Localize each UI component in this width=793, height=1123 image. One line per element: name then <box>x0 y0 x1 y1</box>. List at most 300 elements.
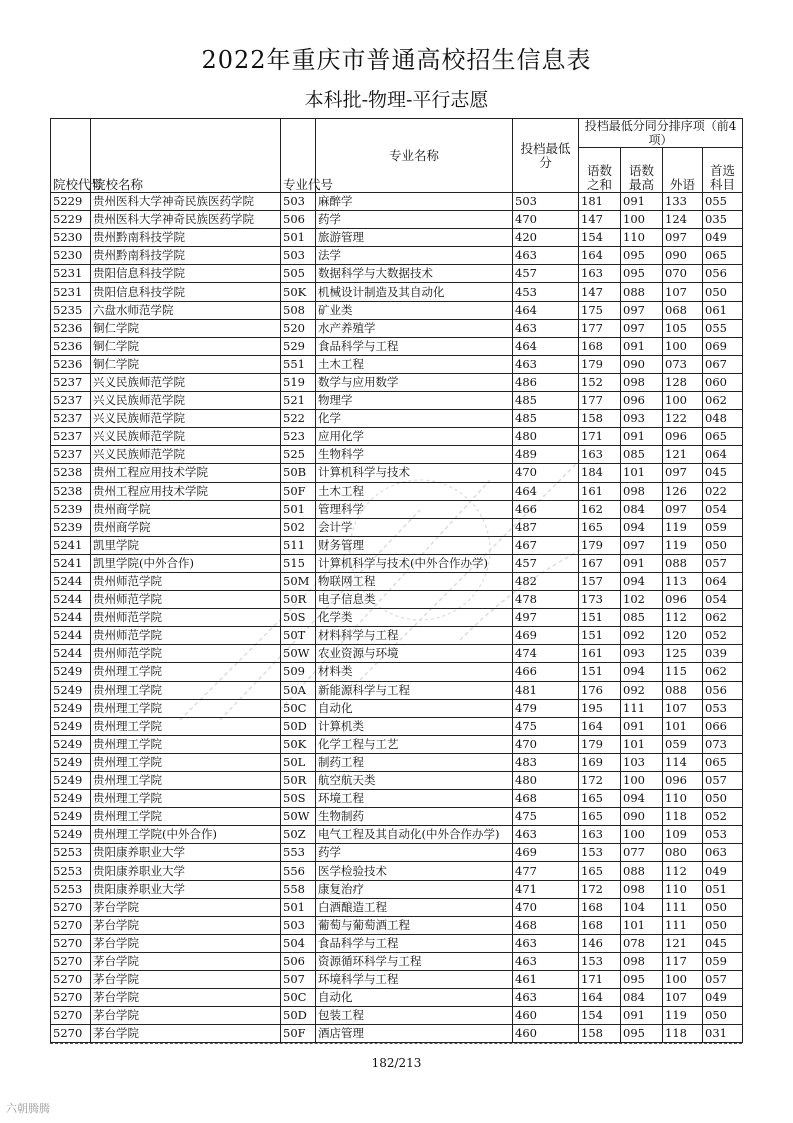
cell-rank-yushu-max: 090 <box>621 355 663 373</box>
cell-major-code: 50K <box>281 735 316 753</box>
cell-min-score: 479 <box>513 699 579 717</box>
cell-school-code: 5241 <box>51 536 91 554</box>
cell-school-code: 5249 <box>51 681 91 699</box>
cell-rank-first-subject: 031 <box>703 1025 743 1043</box>
cell-rank-yushu-max: 100 <box>621 772 663 790</box>
cell-rank-yushu-sum: 158 <box>579 1025 621 1043</box>
header-min-score: 投档最低分 <box>513 119 579 193</box>
cell-rank-yushu-sum: 161 <box>579 482 621 500</box>
cell-rank-foreign: 097 <box>663 229 703 247</box>
cell-rank-first-subject: 055 <box>703 193 743 211</box>
cell-rank-yushu-max: 093 <box>621 645 663 663</box>
table-row <box>51 536 743 554</box>
cell-rank-yushu-max: 097 <box>621 319 663 337</box>
cell-school-name: 贵州商学院 <box>91 500 281 518</box>
cell-rank-foreign: 117 <box>663 952 703 970</box>
cell-rank-yushu-sum: 151 <box>579 627 621 645</box>
cell-major-code: 525 <box>281 446 316 464</box>
cell-major-code: 558 <box>281 880 316 898</box>
cell-rank-foreign: 107 <box>663 283 703 301</box>
cell-min-score: 470 <box>513 464 579 482</box>
cell-rank-yushu-sum: 179 <box>579 355 621 373</box>
cell-rank-foreign: 118 <box>663 1025 703 1043</box>
cell-min-score: 463 <box>513 934 579 952</box>
cell-rank-foreign: 100 <box>663 392 703 410</box>
cell-school-name: 六盘水师范学院 <box>91 301 281 319</box>
cell-rank-yushu-max: 095 <box>621 1025 663 1043</box>
cell-major-code: 553 <box>281 844 316 862</box>
cell-rank-yushu-sum: 163 <box>579 265 621 283</box>
cell-major-name: 包装工程 <box>316 1007 513 1025</box>
cell-major-name: 农业资源与环境 <box>316 645 513 663</box>
cell-school-name: 兴义民族师范学院 <box>91 392 281 410</box>
cell-rank-yushu-max: 091 <box>621 1007 663 1025</box>
cell-major-code: 506 <box>281 211 316 229</box>
cell-min-score: 460 <box>513 1007 579 1025</box>
cell-rank-foreign: 121 <box>663 446 703 464</box>
cell-major-code: 50L <box>281 753 316 771</box>
cell-major-code: 502 <box>281 518 316 536</box>
cell-rank-yushu-max: 088 <box>621 862 663 880</box>
cell-rank-first-subject: 049 <box>703 229 743 247</box>
table-row <box>51 229 743 247</box>
cell-major-code: 521 <box>281 392 316 410</box>
table-row <box>51 319 743 337</box>
cell-rank-foreign: 088 <box>663 554 703 572</box>
cell-min-score: 469 <box>513 844 579 862</box>
cell-major-code: 523 <box>281 428 316 446</box>
cell-rank-yushu-max: 098 <box>621 952 663 970</box>
cell-major-code: 50R <box>281 772 316 790</box>
cell-rank-first-subject: 057 <box>703 772 743 790</box>
cell-rank-first-subject: 050 <box>703 898 743 916</box>
cell-major-code: 50K <box>281 283 316 301</box>
cell-major-name: 新能源科学与工程 <box>316 681 513 699</box>
cell-rank-yushu-max: 097 <box>621 301 663 319</box>
footer-divider <box>50 1043 742 1044</box>
cell-major-name: 数学与应用数学 <box>316 373 513 391</box>
cell-rank-yushu-max: 094 <box>621 572 663 590</box>
cell-rank-yushu-max: 091 <box>621 428 663 446</box>
cell-min-score: 470 <box>513 735 579 753</box>
cell-school-code: 5244 <box>51 627 91 645</box>
cell-major-name: 药学 <box>316 844 513 862</box>
table-row <box>51 1025 743 1043</box>
header-rank-group: 投档最低分同分排序项（前4项） <box>579 119 743 148</box>
cell-rank-yushu-sum: 172 <box>579 880 621 898</box>
cell-rank-yushu-sum: 179 <box>579 735 621 753</box>
admission-table <box>50 118 743 1043</box>
cell-major-code: 50T <box>281 627 316 645</box>
cell-school-name: 贵州理工学院(中外合作) <box>91 826 281 844</box>
cell-rank-foreign: 115 <box>663 663 703 681</box>
cell-school-name: 贵州黔南科技学院 <box>91 247 281 265</box>
cell-rank-foreign: 133 <box>663 193 703 211</box>
cell-rank-yushu-max: 077 <box>621 844 663 862</box>
cell-major-code: 50W <box>281 808 316 826</box>
cell-rank-first-subject: 060 <box>703 373 743 391</box>
cell-major-name: 航空航天类 <box>316 772 513 790</box>
cell-rank-first-subject: 056 <box>703 265 743 283</box>
cell-rank-yushu-sum: 158 <box>579 410 621 428</box>
cell-min-score: 480 <box>513 428 579 446</box>
cell-school-name: 贵州工程应用技术学院 <box>91 482 281 500</box>
cell-major-name: 水产养殖学 <box>316 319 513 337</box>
table-row <box>51 627 743 645</box>
cell-min-score: 469 <box>513 627 579 645</box>
cell-school-name: 茅台学院 <box>91 934 281 952</box>
cell-rank-first-subject: 055 <box>703 319 743 337</box>
cell-major-name: 药学 <box>316 211 513 229</box>
cell-rank-yushu-max: 111 <box>621 699 663 717</box>
cell-min-score: 486 <box>513 373 579 391</box>
cell-school-code: 5249 <box>51 735 91 753</box>
cell-min-score: 475 <box>513 717 579 735</box>
cell-major-name: 生物制药 <box>316 808 513 826</box>
cell-school-code: 5253 <box>51 844 91 862</box>
cell-school-code: 5244 <box>51 645 91 663</box>
cell-school-name: 贵州医科大学神奇民族医药学院 <box>91 211 281 229</box>
cell-rank-first-subject: 073 <box>703 735 743 753</box>
cell-major-code: 50S <box>281 790 316 808</box>
cell-rank-yushu-sum: 165 <box>579 790 621 808</box>
cell-major-code: 50D <box>281 1007 316 1025</box>
cell-min-score: 460 <box>513 1025 579 1043</box>
cell-rank-first-subject: 054 <box>703 591 743 609</box>
cell-rank-yushu-sum: 157 <box>579 572 621 590</box>
table-row <box>51 482 743 500</box>
cell-min-score: 467 <box>513 536 579 554</box>
cell-major-code: 50B <box>281 464 316 482</box>
table-body <box>51 193 743 1043</box>
table-row <box>51 772 743 790</box>
cell-rank-yushu-sum: 179 <box>579 536 621 554</box>
cell-rank-first-subject: 064 <box>703 446 743 464</box>
cell-major-name: 化学工程与工艺 <box>316 735 513 753</box>
cell-major-code: 506 <box>281 952 316 970</box>
cell-rank-yushu-max: 084 <box>621 989 663 1007</box>
cell-rank-yushu-sum: 173 <box>579 591 621 609</box>
cell-min-score: 480 <box>513 772 579 790</box>
cell-rank-first-subject: 057 <box>703 971 743 989</box>
cell-major-code: 50Z <box>281 826 316 844</box>
cell-rank-yushu-max: 088 <box>621 283 663 301</box>
cell-min-score: 487 <box>513 518 579 536</box>
cell-major-code: 520 <box>281 319 316 337</box>
cell-min-score: 468 <box>513 916 579 934</box>
cell-rank-foreign: 097 <box>663 500 703 518</box>
cell-rank-first-subject: 049 <box>703 862 743 880</box>
cell-min-score: 481 <box>513 681 579 699</box>
cell-major-code: 50C <box>281 699 316 717</box>
cell-school-code: 5270 <box>51 989 91 1007</box>
cell-rank-first-subject: 050 <box>703 790 743 808</box>
cell-rank-first-subject: 056 <box>703 681 743 699</box>
header-major-name: 专业名称 <box>316 119 513 193</box>
table-row <box>51 717 743 735</box>
cell-rank-yushu-max: 092 <box>621 627 663 645</box>
cell-major-name: 环境科学与工程 <box>316 971 513 989</box>
cell-rank-yushu-max: 095 <box>621 971 663 989</box>
cell-min-score: 463 <box>513 319 579 337</box>
cell-min-score: 461 <box>513 971 579 989</box>
cell-major-code: 519 <box>281 373 316 391</box>
cell-school-name: 贵阳康养职业大学 <box>91 844 281 862</box>
cell-min-score: 466 <box>513 663 579 681</box>
cell-school-code: 5230 <box>51 247 91 265</box>
cell-rank-yushu-sum: 165 <box>579 862 621 880</box>
cell-min-score: 475 <box>513 808 579 826</box>
cell-school-code: 5237 <box>51 410 91 428</box>
cell-school-code: 5229 <box>51 193 91 211</box>
cell-rank-first-subject: 039 <box>703 645 743 663</box>
cell-school-code: 5236 <box>51 337 91 355</box>
cell-school-code: 5230 <box>51 229 91 247</box>
cell-major-code: 50F <box>281 1025 316 1043</box>
cell-rank-first-subject: 064 <box>703 572 743 590</box>
cell-school-name: 铜仁学院 <box>91 337 281 355</box>
table-row <box>51 934 743 952</box>
cell-major-name: 数据科学与大数据技术 <box>316 265 513 283</box>
cell-major-name: 计算机类 <box>316 717 513 735</box>
cell-school-name: 贵州理工学院 <box>91 753 281 771</box>
cell-rank-first-subject: 054 <box>703 500 743 518</box>
cell-school-name: 贵州理工学院 <box>91 772 281 790</box>
header-major-code: 专业代号 <box>281 119 316 193</box>
cell-min-score: 468 <box>513 790 579 808</box>
cell-school-code: 5237 <box>51 428 91 446</box>
cell-school-name: 贵州商学院 <box>91 518 281 536</box>
cell-rank-yushu-sum: 195 <box>579 699 621 717</box>
cell-rank-first-subject: 065 <box>703 428 743 446</box>
cell-school-name: 茅台学院 <box>91 1025 281 1043</box>
cell-school-name: 兴义民族师范学院 <box>91 373 281 391</box>
cell-school-code: 5237 <box>51 373 91 391</box>
cell-rank-yushu-sum: 165 <box>579 518 621 536</box>
cell-rank-first-subject: 062 <box>703 392 743 410</box>
table-row <box>51 1007 743 1025</box>
cell-major-name: 酒店管理 <box>316 1025 513 1043</box>
cell-school-name: 茅台学院 <box>91 971 281 989</box>
cell-min-score: 485 <box>513 410 579 428</box>
cell-rank-first-subject: 048 <box>703 410 743 428</box>
table-row <box>51 373 743 391</box>
cell-rank-foreign: 100 <box>663 337 703 355</box>
cell-major-name: 矿业类 <box>316 301 513 319</box>
cell-min-score: 420 <box>513 229 579 247</box>
cell-rank-foreign: 100 <box>663 971 703 989</box>
cell-rank-foreign: 073 <box>663 355 703 373</box>
cell-school-code: 5244 <box>51 572 91 590</box>
table-row <box>51 808 743 826</box>
table-row <box>51 301 743 319</box>
table-row <box>51 971 743 989</box>
cell-major-code: 501 <box>281 898 316 916</box>
cell-rank-foreign: 111 <box>663 916 703 934</box>
cell-school-name: 贵阳康养职业大学 <box>91 880 281 898</box>
cell-min-score: 485 <box>513 392 579 410</box>
cell-rank-foreign: 112 <box>663 609 703 627</box>
table-row <box>51 663 743 681</box>
cell-rank-foreign: 109 <box>663 826 703 844</box>
cell-school-code: 5270 <box>51 934 91 952</box>
cell-min-score: 483 <box>513 753 579 771</box>
cell-school-code: 5237 <box>51 446 91 464</box>
cell-school-code: 5249 <box>51 699 91 717</box>
cell-school-name: 凯里学院 <box>91 536 281 554</box>
cell-rank-yushu-max: 110 <box>621 229 663 247</box>
cell-school-name: 贵阳信息科技学院 <box>91 265 281 283</box>
cell-major-code: 522 <box>281 410 316 428</box>
cell-rank-foreign: 125 <box>663 645 703 663</box>
cell-rank-foreign: 097 <box>663 464 703 482</box>
cell-rank-foreign: 101 <box>663 717 703 735</box>
cell-school-code: 5249 <box>51 808 91 826</box>
cell-major-code: 50M <box>281 572 316 590</box>
cell-rank-yushu-sum: 172 <box>579 772 621 790</box>
cell-min-score: 453 <box>513 283 579 301</box>
cell-rank-first-subject: 067 <box>703 355 743 373</box>
cell-rank-yushu-sum: 184 <box>579 464 621 482</box>
cell-school-code: 5237 <box>51 392 91 410</box>
cell-rank-yushu-max: 097 <box>621 536 663 554</box>
cell-rank-yushu-sum: 176 <box>579 681 621 699</box>
cell-rank-foreign: 090 <box>663 247 703 265</box>
cell-school-code: 5270 <box>51 971 91 989</box>
page-number: 182/213 <box>371 1056 422 1070</box>
cell-major-code: 508 <box>281 301 316 319</box>
cell-major-code: 50W <box>281 645 316 663</box>
cell-rank-first-subject: 065 <box>703 247 743 265</box>
cell-major-name: 生物科学 <box>316 446 513 464</box>
cell-school-name: 铜仁学院 <box>91 319 281 337</box>
cell-school-code: 5249 <box>51 717 91 735</box>
table-row <box>51 735 743 753</box>
cell-rank-yushu-sum: 181 <box>579 193 621 211</box>
cell-rank-yushu-max: 084 <box>621 500 663 518</box>
cell-min-score: 463 <box>513 989 579 1007</box>
cell-major-name: 机械设计制造及其自动化 <box>316 283 513 301</box>
cell-major-code: 50S <box>281 609 316 627</box>
cell-major-name: 制药工程 <box>316 753 513 771</box>
cell-rank-foreign: 107 <box>663 699 703 717</box>
cell-major-code: 50D <box>281 717 316 735</box>
cell-rank-foreign: 120 <box>663 627 703 645</box>
table-row <box>51 193 743 211</box>
cell-rank-yushu-max: 091 <box>621 717 663 735</box>
cell-rank-foreign: 119 <box>663 1007 703 1025</box>
cell-rank-yushu-max: 101 <box>621 464 663 482</box>
table-row <box>51 753 743 771</box>
cell-rank-yushu-max: 093 <box>621 410 663 428</box>
cell-rank-yushu-max: 098 <box>621 880 663 898</box>
cell-school-code: 5229 <box>51 211 91 229</box>
cell-rank-yushu-max: 103 <box>621 753 663 771</box>
cell-rank-yushu-max: 095 <box>621 247 663 265</box>
cell-rank-foreign: 114 <box>663 753 703 771</box>
cell-rank-yushu-sum: 151 <box>579 609 621 627</box>
cell-rank-yushu-sum: 153 <box>579 952 621 970</box>
cell-major-name: 化学类 <box>316 609 513 627</box>
cell-major-name: 计算机科学与技术(中外合作办学) <box>316 554 513 572</box>
cell-school-code: 5270 <box>51 952 91 970</box>
cell-min-score: 457 <box>513 265 579 283</box>
cell-rank-foreign: 121 <box>663 934 703 952</box>
cell-school-code: 5238 <box>51 482 91 500</box>
cell-school-name: 贵州理工学院 <box>91 663 281 681</box>
cell-rank-first-subject: 069 <box>703 337 743 355</box>
cell-min-score: 478 <box>513 591 579 609</box>
cell-rank-foreign: 112 <box>663 862 703 880</box>
cell-min-score: 463 <box>513 247 579 265</box>
cell-school-name: 兴义民族师范学院 <box>91 428 281 446</box>
header-school-name: 院校名称 <box>91 119 281 193</box>
cell-rank-first-subject: 059 <box>703 518 743 536</box>
cell-school-code: 5236 <box>51 355 91 373</box>
cell-major-name: 法学 <box>316 247 513 265</box>
cell-rank-yushu-sum: 168 <box>579 898 621 916</box>
cell-school-code: 5249 <box>51 663 91 681</box>
table-row <box>51 355 743 373</box>
cell-rank-yushu-max: 096 <box>621 392 663 410</box>
cell-school-code: 5231 <box>51 265 91 283</box>
cell-min-score: 470 <box>513 898 579 916</box>
cell-min-score: 489 <box>513 446 579 464</box>
cell-school-code: 5238 <box>51 464 91 482</box>
cell-rank-foreign: 119 <box>663 536 703 554</box>
cell-school-name: 贵州理工学院 <box>91 808 281 826</box>
table-row <box>51 699 743 717</box>
cell-major-code: 503 <box>281 193 316 211</box>
cell-school-name: 贵阳康养职业大学 <box>91 862 281 880</box>
cell-major-name: 自动化 <box>316 989 513 1007</box>
cell-rank-yushu-max: 090 <box>621 808 663 826</box>
table-row <box>51 880 743 898</box>
cell-rank-first-subject: 066 <box>703 717 743 735</box>
table-row <box>51 862 743 880</box>
table-row <box>51 265 743 283</box>
cell-rank-foreign: 126 <box>663 482 703 500</box>
cell-school-name: 贵州理工学院 <box>91 717 281 735</box>
table-row <box>51 554 743 572</box>
cell-rank-first-subject: 062 <box>703 663 743 681</box>
cell-school-name: 茅台学院 <box>91 1007 281 1025</box>
cell-school-code: 5270 <box>51 1007 91 1025</box>
header-rank-col: 语数之和 <box>579 148 621 193</box>
cell-rank-foreign: 080 <box>663 844 703 862</box>
table-row <box>51 428 743 446</box>
cell-rank-yushu-max: 091 <box>621 554 663 572</box>
cell-major-name: 应用化学 <box>316 428 513 446</box>
table-row <box>51 337 743 355</box>
cell-school-name: 茅台学院 <box>91 952 281 970</box>
cell-rank-foreign: 119 <box>663 518 703 536</box>
cell-rank-first-subject: 050 <box>703 1007 743 1025</box>
cell-school-code: 5270 <box>51 898 91 916</box>
cell-major-name: 康复治疗 <box>316 880 513 898</box>
cell-major-code: 501 <box>281 500 316 518</box>
cell-school-name: 贵州工程应用技术学院 <box>91 464 281 482</box>
cell-school-name: 凯里学院(中外合作) <box>91 554 281 572</box>
cell-school-name: 铜仁学院 <box>91 355 281 373</box>
cell-rank-first-subject: 053 <box>703 826 743 844</box>
cell-rank-yushu-max: 095 <box>621 265 663 283</box>
cell-major-code: 515 <box>281 554 316 572</box>
cell-school-code: 5241 <box>51 554 91 572</box>
cell-rank-yushu-max: 100 <box>621 826 663 844</box>
header-rank-col: 外语 <box>663 148 703 193</box>
cell-major-name: 医学检验技术 <box>316 862 513 880</box>
